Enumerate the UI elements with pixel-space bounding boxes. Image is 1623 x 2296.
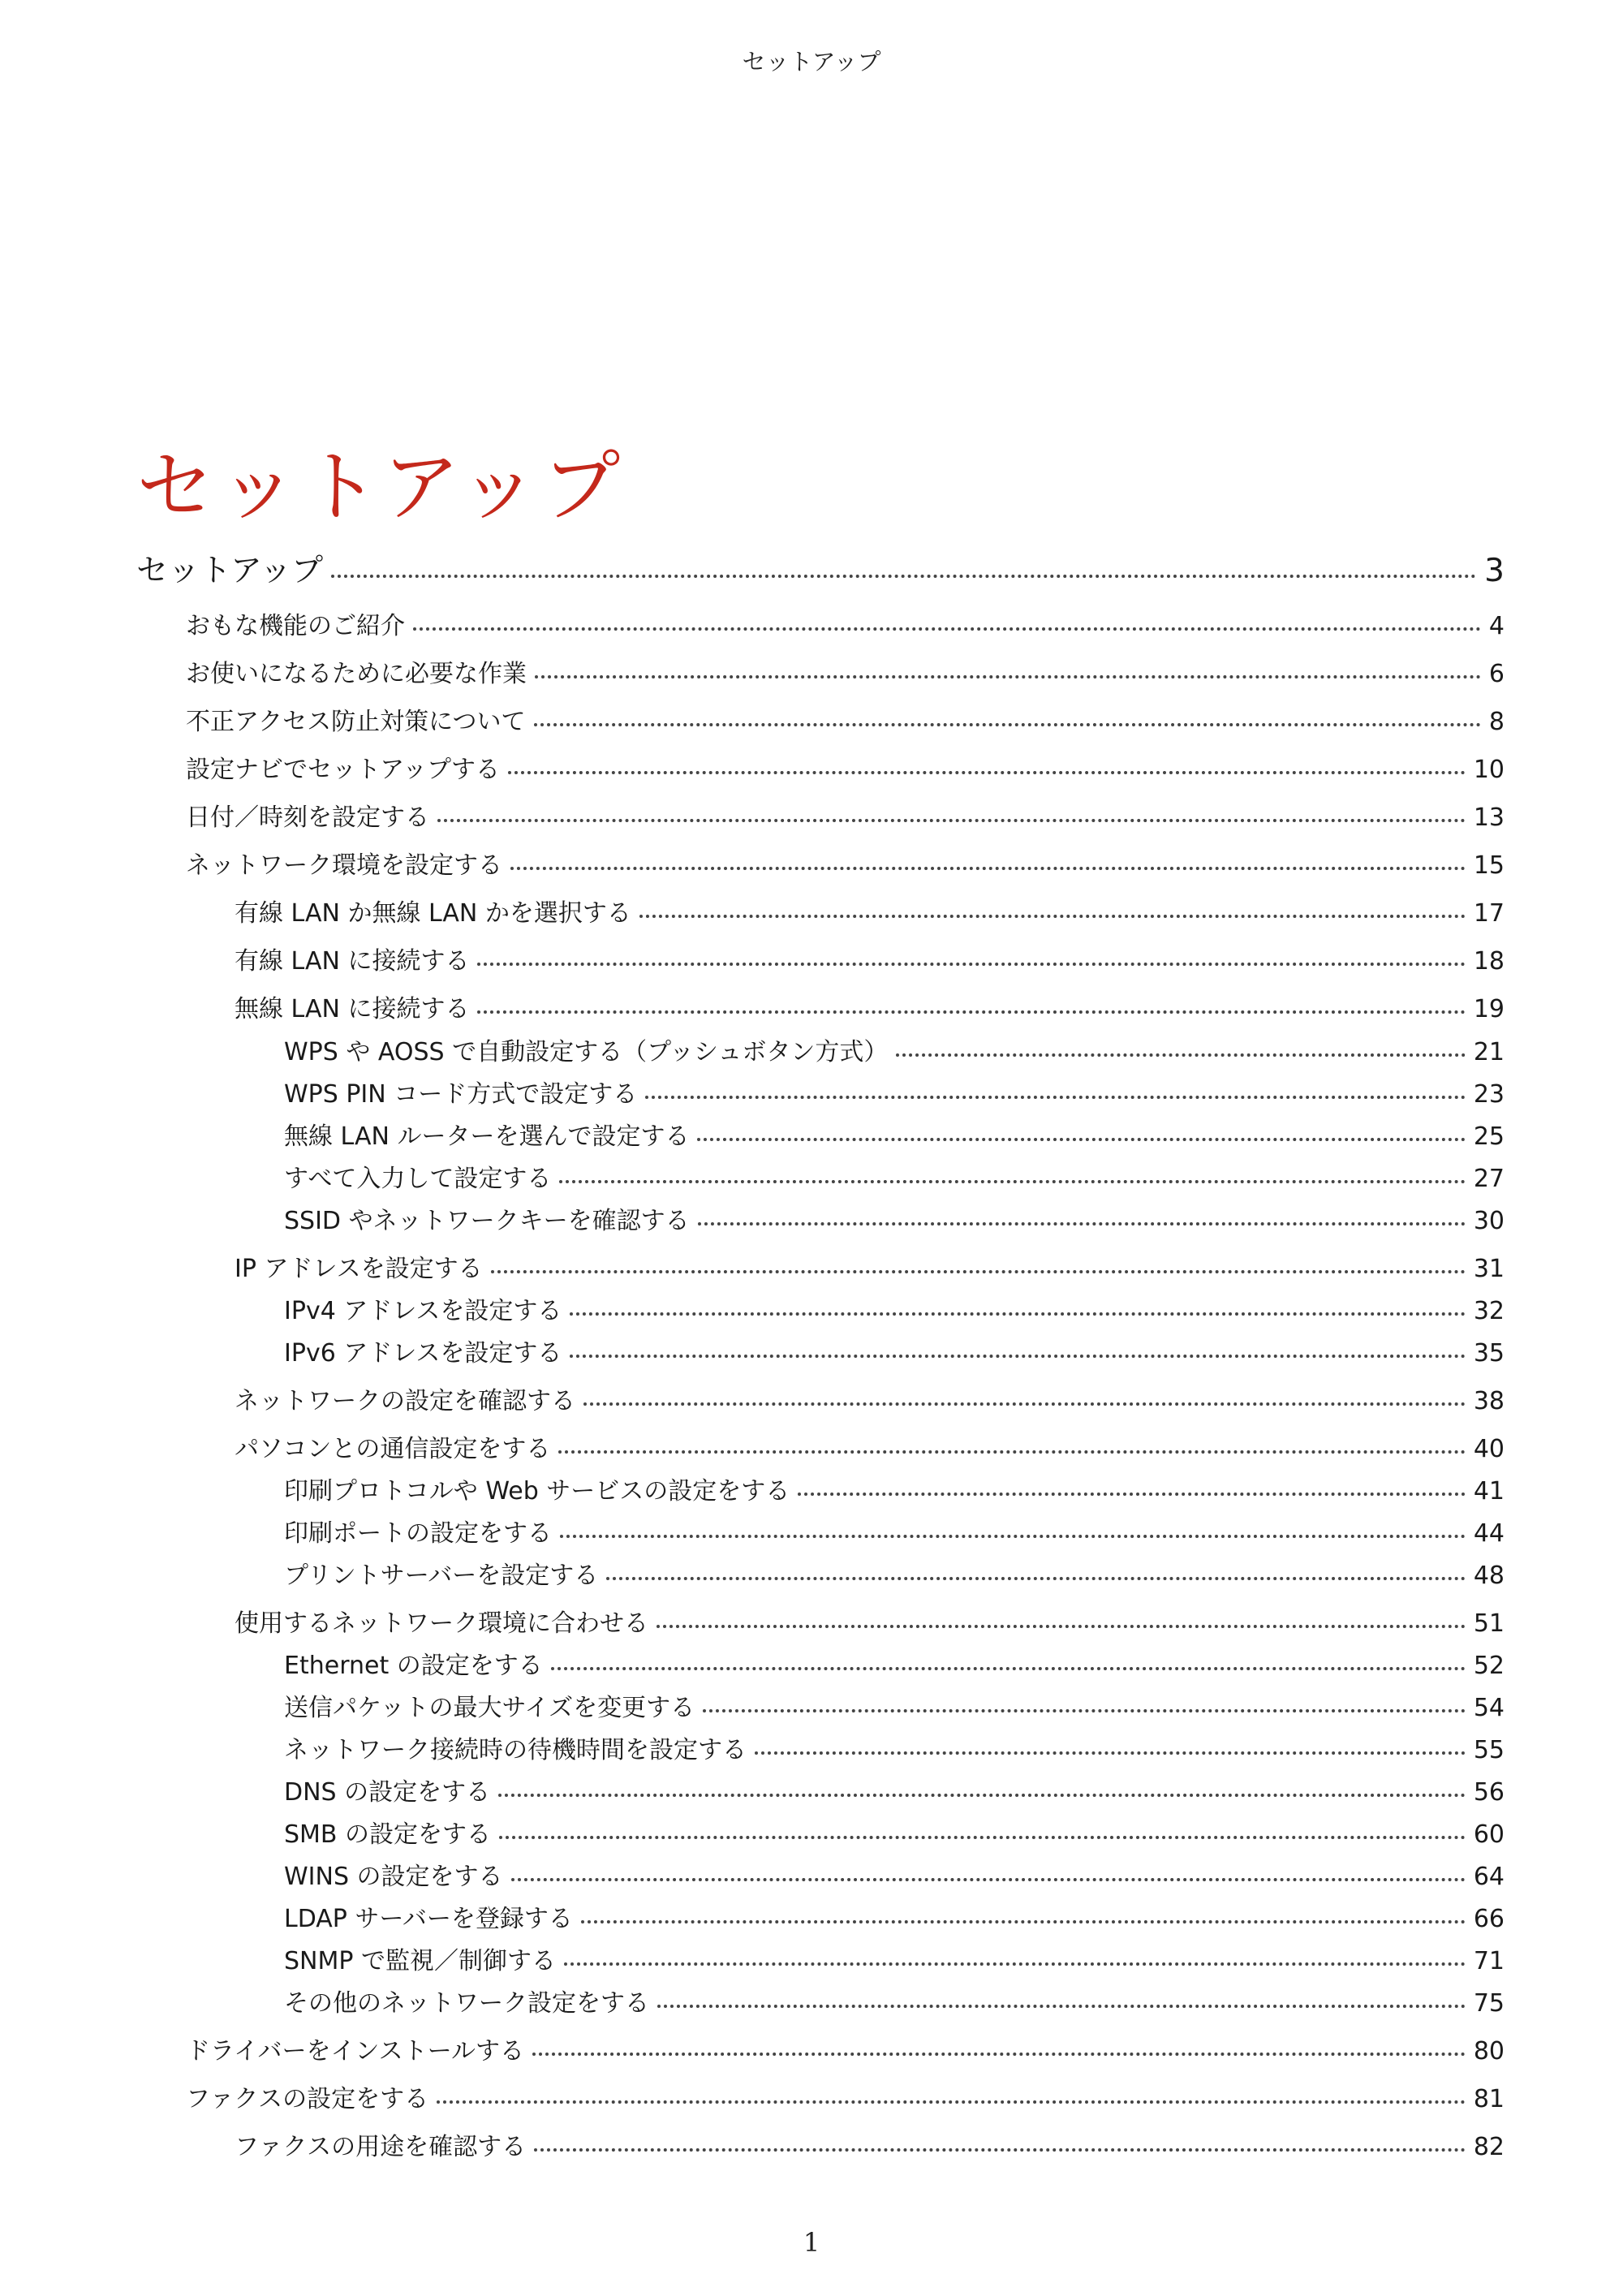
toc-entry-page-number: 6 (1488, 660, 1505, 688)
toc-entry-label: その他のネットワーク設定をする (284, 1989, 649, 2018)
toc-entry[interactable] (284, 1158, 1505, 1194)
toc-entry-page-number: 64 (1473, 1863, 1505, 1891)
toc-entry-page-number: 60 (1473, 1820, 1505, 1849)
toc-entry-label: SNMP で監視／制御する (284, 1947, 556, 1975)
dot-leader (491, 1270, 1466, 1273)
toc-entry-page-number: 38 (1473, 1387, 1505, 1415)
toc-entry[interactable] (186, 845, 1505, 881)
toc-entry-page-number: 31 (1473, 1255, 1505, 1283)
dot-leader (697, 1138, 1465, 1141)
dot-leader (413, 627, 1481, 631)
dot-leader (477, 1010, 1465, 1014)
toc-entry[interactable] (186, 797, 1505, 833)
toc-entry[interactable] (235, 1248, 1505, 1284)
toc-entry-page-number: 41 (1473, 1477, 1505, 1506)
dot-leader (437, 2100, 1466, 2104)
dot-leader (534, 723, 1481, 726)
toc-entry-page-number: 19 (1473, 995, 1505, 1023)
running-header: セットアップ (742, 48, 881, 75)
dot-leader (551, 1667, 1466, 1670)
toc-entry-label: 印刷ポートの設定をする (284, 1519, 552, 1548)
toc-entry-label: LDAP サーバーを登録する (284, 1905, 573, 1933)
toc-entry[interactable] (284, 1116, 1505, 1152)
toc-entry-page-number: 56 (1473, 1778, 1505, 1807)
dot-leader (896, 1053, 1465, 1057)
toc-entry-page-number: 15 (1473, 851, 1505, 880)
dot-leader (532, 2053, 1466, 2056)
toc-entry-page-number: 51 (1473, 1609, 1505, 1638)
toc-entry-label: 無線 LAN ルーターを選んで設定する (284, 1122, 690, 1151)
toc-entry[interactable] (235, 2126, 1505, 2162)
toc-entry-page-number: 44 (1473, 1519, 1505, 1548)
dot-leader (499, 1836, 1466, 1839)
toc-entry[interactable] (235, 1428, 1505, 1464)
toc-entry[interactable] (284, 1730, 1505, 1765)
toc-entry-label: 有線 LAN か無線 LAN かを選択する (235, 899, 631, 928)
toc-entry-label: WPS PIN コード方式で設定する (284, 1080, 638, 1109)
toc-entry-page-number: 82 (1473, 2133, 1505, 2161)
toc-entry-page-number: 10 (1473, 756, 1505, 784)
toc-entry-label: 無線 LAN に接続する (235, 995, 470, 1023)
toc-entry-page-number: 25 (1473, 1122, 1505, 1151)
toc-entry-label: IPv4 アドレスを設定する (284, 1297, 562, 1325)
toc-entry-label: SMB の設定をする (284, 1820, 492, 1849)
toc-entry-page-number: 21 (1473, 1038, 1505, 1066)
toc-entry-label: ネットワーク環境を設定する (186, 851, 502, 880)
toc-entry-page-number: 35 (1473, 1339, 1505, 1368)
dot-leader (606, 1577, 1466, 1580)
toc-entry-label: パソコンとの通信設定をする (235, 1435, 551, 1463)
dot-leader (570, 1355, 1465, 1358)
toc-entry-page-number: 66 (1473, 1905, 1505, 1933)
dot-leader (698, 1222, 1466, 1226)
toc-entry-label: すべて入力して設定する (284, 1165, 552, 1193)
toc-entry-page-number: 18 (1473, 947, 1505, 976)
dot-leader (559, 1180, 1465, 1183)
toc-entry-label: ファクスの設定をする (186, 2085, 429, 2113)
dot-leader (510, 867, 1466, 870)
dot-leader (581, 1920, 1466, 1923)
toc-entry-page-number: 52 (1473, 1652, 1505, 1680)
dot-leader (564, 1962, 1466, 1966)
page-number: 1 (803, 2227, 820, 2258)
toc-entry-page-number: 13 (1473, 803, 1505, 832)
dot-leader (558, 1450, 1465, 1454)
toc-entry-page-number: 30 (1473, 1207, 1505, 1235)
toc-entry[interactable] (284, 1555, 1505, 1591)
toc-entry[interactable] (284, 1814, 1505, 1850)
toc-entry[interactable] (284, 1032, 1505, 1067)
toc-entry-page-number: 23 (1473, 1080, 1505, 1109)
toc-entry-page-number: 48 (1473, 1562, 1505, 1590)
dot-leader (437, 819, 1466, 822)
toc-entry[interactable] (235, 1381, 1505, 1416)
toc-entry-page-number: 80 (1473, 2037, 1505, 2066)
toc-entry-page-number: 75 (1473, 1989, 1505, 2018)
toc-entry-label: 送信パケットの最大サイズを変更する (284, 1694, 695, 1722)
dot-leader (560, 1535, 1466, 1538)
toc-entry[interactable] (136, 545, 1505, 591)
toc-entry-label: セットアップ (136, 553, 324, 589)
dot-leader (511, 1878, 1466, 1881)
dot-leader (535, 675, 1481, 678)
toc-entry-label: 設定ナビでセットアップする (186, 756, 500, 784)
toc-entry[interactable] (284, 1513, 1505, 1549)
dot-leader (657, 1625, 1466, 1628)
toc-entry[interactable] (284, 1200, 1505, 1236)
toc-entry-label: ファクスの用途を確認する (235, 2133, 527, 2161)
toc-entry-label: WINS の設定をする (284, 1863, 503, 1891)
toc-entry[interactable] (284, 1898, 1505, 1934)
toc-entry-page-number: 54 (1473, 1694, 1505, 1722)
toc-entry-label: ドライバーをインストールする (186, 2037, 524, 2066)
toc-entry[interactable] (284, 1983, 1505, 2018)
toc-entry-label: DNS の設定をする (284, 1778, 491, 1807)
toc-entry-label: 印刷プロトコルや Web サービスの設定をする (284, 1477, 790, 1506)
toc-entry-label: ネットワーク接続時の待機時間を設定する (284, 1736, 747, 1764)
page-title: セットアップ (136, 442, 626, 533)
toc-entry-label: 不正アクセス防止対策について (186, 708, 526, 736)
toc-entry-page-number: 8 (1488, 708, 1505, 736)
toc-entry[interactable] (186, 653, 1505, 689)
toc-entry-page-number: 3 (1484, 553, 1505, 589)
dot-leader (645, 1096, 1466, 1099)
toc-entry-page-number: 27 (1473, 1165, 1505, 1193)
dot-leader (639, 915, 1466, 918)
toc-entry[interactable] (235, 941, 1505, 976)
toc-entry[interactable] (284, 1471, 1505, 1506)
toc-entry-label: SSID やネットワークキーを確認する (284, 1207, 690, 1235)
toc-entry-page-number: 81 (1473, 2085, 1505, 2113)
toc-entry[interactable] (235, 989, 1505, 1024)
toc-entry[interactable] (186, 2031, 1505, 2066)
toc-entry[interactable] (284, 1074, 1505, 1109)
toc-entry-page-number: 4 (1488, 612, 1505, 640)
toc-entry[interactable] (235, 1603, 1505, 1639)
toc-entry-page-number: 55 (1473, 1736, 1505, 1764)
toc-entry[interactable] (284, 1290, 1505, 1326)
toc-entry-page-number: 71 (1473, 1947, 1505, 1975)
dot-leader (477, 963, 1465, 966)
toc-entry[interactable] (284, 1645, 1505, 1681)
toc-entry-label: おもな機能のご紹介 (186, 612, 405, 640)
dot-leader (570, 1312, 1465, 1316)
toc-entry[interactable] (284, 1941, 1505, 1976)
toc-entry-label: 使用するネットワーク環境に合わせる (235, 1609, 648, 1638)
toc-entry-label: 有線 LAN に接続する (235, 947, 470, 976)
toc-entry[interactable] (284, 1687, 1505, 1723)
toc-entry-page-number: 40 (1473, 1435, 1505, 1463)
toc-entry[interactable] (284, 1772, 1505, 1807)
toc-entry[interactable] (186, 749, 1505, 785)
dot-leader (534, 2148, 1466, 2152)
dot-leader (583, 1402, 1466, 1406)
toc-entry-label: 日付／時刻を設定する (186, 803, 429, 832)
toc-entry-label: IP アドレスを設定する (235, 1255, 483, 1283)
dot-leader (498, 1794, 1466, 1797)
toc-entry-label: お使いになるために必要な作業 (186, 660, 527, 688)
toc-entry-label: プリントサーバーを設定する (284, 1562, 599, 1590)
toc-entry[interactable] (186, 2078, 1505, 2114)
dot-leader (657, 2005, 1466, 2008)
toc-entry-label: WPS や AOSS で自動設定する（プッシュボタン方式） (284, 1038, 889, 1066)
toc-entry-label: ネットワークの設定を確認する (235, 1387, 575, 1415)
dot-leader (798, 1493, 1466, 1496)
toc-entry-label: IPv6 アドレスを設定する (284, 1339, 562, 1368)
dot-leader (703, 1709, 1466, 1712)
toc-entry[interactable] (186, 701, 1505, 737)
toc-entry[interactable] (186, 605, 1505, 641)
toc-entry-page-number: 17 (1473, 899, 1505, 928)
toc-entry[interactable] (284, 1856, 1505, 1892)
dot-leader (755, 1751, 1466, 1755)
toc-entry-page-number: 32 (1473, 1297, 1505, 1325)
toc-entry[interactable] (284, 1333, 1505, 1368)
dot-leader (508, 771, 1466, 774)
dot-leader (331, 575, 1476, 578)
toc-entry-label: Ethernet の設定をする (284, 1652, 543, 1680)
toc-entry[interactable] (235, 893, 1505, 928)
